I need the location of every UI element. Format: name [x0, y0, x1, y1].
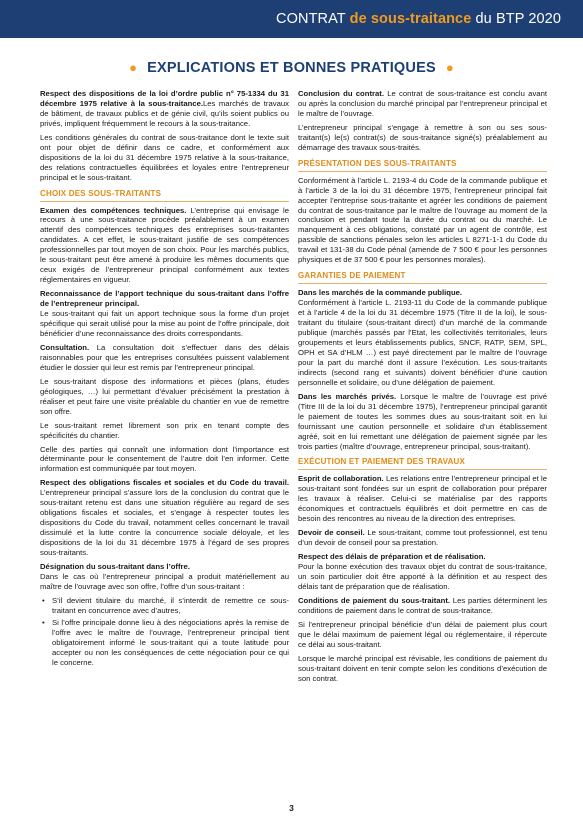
- conditions-paiement-paragraph: [298, 596, 547, 616]
- presentation-paragraph: Conformément à l’article L. 2193-4 du Code de la commande publique et à l’article 3 de la loi du 31 décembre 1975, l’entrepreneur principal fait accepter l’entreprise sous-traitante et agréer les conditions de paiement du contrat de sous-traitance par le maître de l’ouvrage au moment de la conclusion et pendant toute la durée du contrat ou du marché. Le manquement à ces obligations, constaté par un agent de contrôle, est passible de sanctions pénales selon les articles L 8271-1-1 du Code du travail et 131-38 du Code pénal (amende de 7 500 € pour les personnes physiques et de 37 500 € pour les personnes morales).: [298, 175, 547, 265]
- list-item: • Si l’offre principale donne lieu à des négociations après la remise de l’offre avec le maître de l’ouvrage, l’entrepreneur principal tient obligatoirement informé le sous-traitant qui a toute latitude pour accepter ou non les conséquences de cette négociation pour ce qui le concerne.: [52, 618, 289, 668]
- commande-publique-text: Conformément à l’article L. 2193-11 du Code de la commande publique et à l’article 4 de la loi du 31 décembre 1975 (Titre II de la loi), le sous-traitant du titulaire (sous-traitant direct) d’un marché de la commande publique (marchés passés par l’Etat, les collectivités territoriales, leurs groupements et leurs établissements publics, SNCF, RATP, SEM, SPL, OPH et SA d’HLM …) est payé directement par le maître de l’ouvrage pour la part du marché dont il assure l’exécution. Les sous-traitants indirects (second rang et suivants) doivent bénéficier d’une caution personnelle et solidaire, ou d’une délégation de paiement.: [298, 298, 547, 387]
- delai-court-paragraph: Si l’entrepreneur principal bénéficie d’un délai de paiement plus court que le délai maximum de paiement légal ou réglementaire, il répercute ce délai au sous-traitant.: [298, 619, 547, 649]
- title-highlight: de sous-traitance: [349, 11, 472, 27]
- conclusion-paragraph: [298, 89, 547, 119]
- general-conditions-paragraph: Les conditions générales du contrat de sous-traitance dont le texte suit ont pour objet de définir dans ce cadre, et conformément aux dispositions de la loi du 31 décembre 1975 relative à la sous-traitance, des relations contractuelles équilibrées et loyales entre l’entrepreneur principal et le sous-traitant.: [40, 132, 289, 182]
- intro-paragraph: [40, 89, 289, 129]
- left-column: [40, 89, 289, 797]
- orange-dot-icon: ●: [445, 60, 454, 75]
- designation-bold: Désignation du sous-traitant dans l’offre.: [40, 561, 190, 571]
- commande-publique-paragraph: [298, 288, 547, 388]
- reconnaissance-bold: Reconnaissance de l’apport technique du sous-traitant dans l’offre de l’entrepreneur principal.: [40, 289, 289, 309]
- marches-prives-paragraph: [298, 392, 547, 452]
- heading-presentation: PRÉSENTATION DES SOUS-TRAITANTS: [298, 159, 547, 172]
- heading-execution: EXÉCUTION ET PAIEMENT DES TRAVAUX: [298, 457, 547, 470]
- heading-garanties: GARANTIES DE PAIEMENT: [298, 271, 547, 284]
- intro-text: Les marchés de travaux de bâtiment, de travaux publics et de génie civil, qu’ils soient publics ou privés, impliquent fréquemment le recours à la sous-traitance.: [40, 98, 289, 128]
- remet-paragraph: Le sous-traitant remet librement son prix en tenant compte des spécificités du chantier.: [40, 420, 289, 440]
- consultation-text: La consultation doit s’effectuer dans des délais raisonnables pour que les entreprises consultées puissent valablement étudier le dossier qui leur est remis par l’entrepreneur principal.: [40, 342, 289, 372]
- information-paragraph: Celle des parties qui connaît une information dont l’importance est déterminante pour le consentement de l’autre doit l’en informer. Cette information est communiquée par tout moyen.: [40, 444, 289, 474]
- obligations-bold: Respect des obligations fiscales et sociales et du Code du travail.: [40, 478, 289, 488]
- right-column: [298, 89, 547, 797]
- designation-paragraph: [40, 562, 289, 592]
- delais-text: Pour la bonne exécution des travaux objet du contrat de sous-traitance, un soin particulier doit être apporté à la définition et au respect des délais tant de préparation que de réalisation.: [298, 562, 547, 591]
- dispose-paragraph: Le sous-traitant dispose des informations et pièces (plans, études géologiques, …) lui permettant d’évaluer précisément la prestation à réaliser et peut faire une visite préalable du chantier en vue de remettre son offre.: [40, 376, 289, 416]
- list-item: • S’il devient titulaire du marché, il s’interdit de remettre ce sous-traitant en concurrence avec d’autres,: [52, 596, 289, 616]
- collaboration-bold: Esprit de collaboration.: [298, 474, 384, 484]
- examen-bold: Examen des compétences techniques.: [40, 205, 187, 215]
- conclusion-bold: Conclusion du contrat.: [298, 89, 384, 98]
- commande-publique-bold: Dans les marchés de la commande publique.: [298, 288, 463, 298]
- examen-paragraph: [40, 206, 289, 286]
- engage-paragraph: L’entrepreneur principal s’engage à remettre à son ou ses sous-traitant(s) le(s) contrat(s) de sous-traitance signé(s) préalablement au démarrage des travaux sous-traités.: [298, 122, 547, 152]
- conclusion-text: Le contrat de sous-traitance est conclu avant ou après la conclusion du marché principal par l’entrepreneur principal et le maître de l’ouvrage.: [298, 89, 547, 118]
- page-number: 3: [289, 803, 294, 813]
- conseil-bold: Devoir de conseil.: [298, 528, 365, 538]
- reconnaissance-paragraph: [40, 289, 289, 339]
- page-header: [0, 0, 583, 38]
- delais-bold: Respect des délais de préparation et de réalisation.: [298, 552, 486, 562]
- conseil-paragraph: [298, 528, 547, 548]
- revisable-paragraph: Lorsque le marché principal est révisable, les conditions de paiement du sous-traitant doivent en tenir compte selon les conditions d’exécution de son contrat.: [298, 653, 547, 683]
- delais-paragraph: [298, 552, 547, 592]
- document-title: [276, 11, 561, 27]
- section-title: EXPLICATIONS ET BONNES PRATIQUES: [147, 60, 436, 76]
- conditions-paiement-bold: Conditions de paiement du sous-traitant.: [298, 595, 451, 605]
- collaboration-text: Les relations entre l’entrepreneur principal et le sous-traitant sont fondées sur un esprit de collaboration pour préparer les travaux à réaliser. Celui-ci se matérialise par des rapports économiques et contractuels équilibrés et doit permettre en cas de besoin des rencontres au niveau de la direction des entreprises.: [298, 474, 547, 524]
- reconnaissance-text: Le sous-traitant qui fait un apport technique sous la forme d’un projet spécifique qui serait utilisé pour la mise au point de l’offre principale, doit bénéficier d’une reconnaissance des droits correspondants.: [40, 309, 289, 338]
- collaboration-paragraph: [298, 474, 547, 524]
- obligations-text: L’entrepreneur principal s’assure lors de la conclusion du contrat que le sous-traitant retenu est dans une situation régulière au regard de ses obligations fiscales et sociales, et s’engage à respecter toutes les dispositions du Code du travail, notamment celles concernant le travail dissimulé et la lutte contre la concurrence sociale déloyale, et les dispositions de la loi du 31 décembre 1975 à l’égard de ses propres sous-traitants.: [40, 488, 289, 558]
- heading-choix-sous-traitants: CHOIX DES SOUS-TRAITANTS: [40, 189, 289, 202]
- conseil-text: Le sous-traitant, comme tout professionnel, est tenu d’un devoir de conseil pour sa prestation.: [298, 528, 547, 548]
- conditions-paiement-text: Les parties déterminent les conditions de paiement dans le contrat de sous-traitance.: [298, 595, 547, 615]
- title-prefix: CONTRAT: [276, 11, 350, 27]
- intro-bold: Respect des dispositions de la loi d’ordre public n° 75-1334 du 31 décembre 1975 relative à la sous-traitance.: [40, 89, 289, 108]
- orange-dot-icon: ●: [129, 60, 138, 75]
- marches-prives-text: Lorsque le maître de l’ouvrage est privé (Titre III de la loi du 31 décembre 1975), l’entrepreneur principal garantit le paiement de toutes les sommes dues au sous-traitant soit en lui fournissant une caution personnelle et solidaire d’un établissement agréé, soit en lui remettant une délégation de paiement signée par les trois parties (maître d’ouvrage, entrepreneur principal, sous-traitant).: [298, 391, 547, 451]
- title-suffix: du BTP 2020: [471, 11, 561, 27]
- consultation-bold: Consultation.: [40, 342, 90, 352]
- obligations-paragraph: [40, 478, 289, 558]
- consultation-paragraph: [40, 343, 289, 373]
- designation-list: [40, 596, 289, 668]
- section-heading: [0, 60, 583, 76]
- designation-text: Dans le cas où l’entrepreneur principal a produit matériellement au maître de l’ouvrage avec son offre, l’offre d’un sous-traitant :: [40, 571, 289, 591]
- marches-prives-bold: Dans les marchés privés.: [298, 391, 397, 401]
- examen-text: L’entreprise qui envisage le recours à une sous-traitance procède préalablement à un examen attentif des compétences techniques des entreprises sous-traitantes candidates. A cet effet, le sous-traitant justifie de ses compétences professionnelles par tout moyen de son choix. Pour les marchés publics, le sous-traitant peut être amené à produire les mêmes documents que ceux exigés de l’entrepreneur principal conformément aux textes réglementaires en vigueur.: [40, 205, 289, 285]
